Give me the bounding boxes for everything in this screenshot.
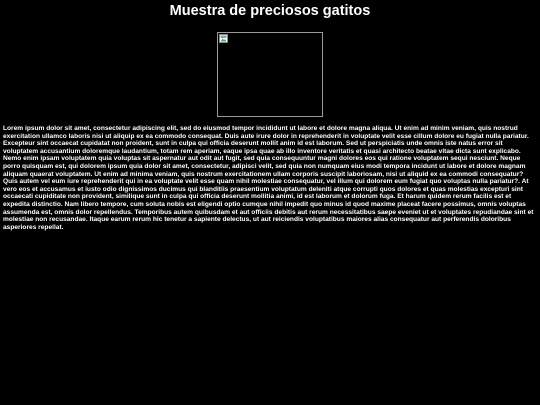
page-title: Muestra de preciosos gatitos bbox=[169, 3, 371, 19]
broken-image-icon bbox=[219, 34, 228, 43]
kitten-image bbox=[217, 32, 323, 117]
body-paragraph: Lorem ipsum dolor sit amet, consectetur adipiscing elit, sed do eiusmod tempor incididunt ut labore et dolore magna aliqua. Ut enim ad minim veniam, quis nostrud exercitation ullamco laboris nisi ut aliquip ex ea commodo consequat. Duis aute irure dolor in reprehenderit in voluptate velit esse cillum dolore eu fugiat nulla pariatur. Excepteur sint occaecat cupidatat non proident, sunt in culpa qui officia deserunt mollit anim id est laborum. Sed ut perspiciatis unde omnis iste natus error sit voluptatem accusantium doloremque laudantium, totam rem aperiam, eaque ipsa quae ab illo inventore veritatis et quasi architecto beatae vitae dicta sunt explicabo. Nemo enim ipsam voluptatem quia voluptas sit aspernatur aut odit aut fugit, sed quia consequuntur magni dolores eos qui ratione voluptatem sequi nesciunt. Neque porro quisquam est, qui dolorem ipsum quia dolor sit amet, consectetur, adipisci velit, sed quia non numquam eius modi tempora incidunt ut labore et dolore magnam aliquam quaerat voluptatem. Ut enim ad minima veniam, quis nostrum exercitationem ullam corporis suscipit laboriosam, nisi ut aliquid ex ea commodi consequatur? Quis autem vel eum iure reprehenderit qui in ea voluptate velit esse quam nihil molestiae consequatur, vel illum qui dolorem eum fugiat quo voluptas nulla pariatur?. At vero eos et accusamus et iusto odio dignissimos ducimus qui blanditiis praesentium voluptatum deleniti atque corrupti quos dolores et quas molestias excepturi sint occaecati cupiditate non provident, similique sunt in culpa qui officia deserunt mollitia animi, id est laborum et dolorum fuga. Et harum quidem rerum facilis est et expedita distinctio. Nam libero tempore, cum soluta nobis est eligendi optio cumque nihil impedit quo minus id quod maxime placeat facere possimus, omnis voluptas assumenda est, omnis dolor repellendus. Temporibus autem quibusdam et aut officiis debitis aut rerum necessitatibus saepe eveniet ut et voluptates repudiandae sint et molestiae non recusandae. Itaque earum rerum hic tenetur a sapiente delectus, ut aut reiciendis voluptatibus maiores alias consequatur aut perferendis doloribus asperiores repellat. bbox=[3, 125, 534, 231]
